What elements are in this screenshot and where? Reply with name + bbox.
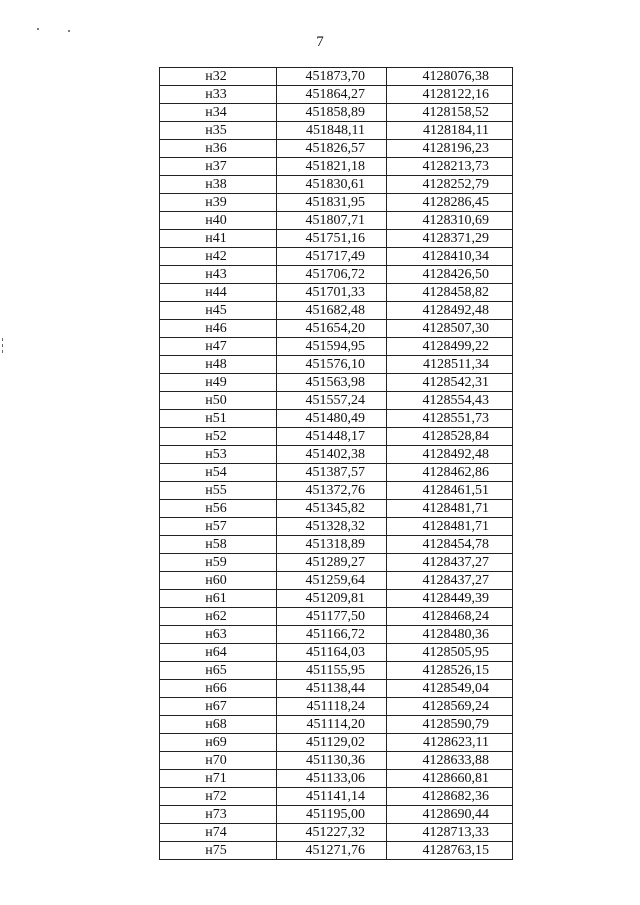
point-id-cell: н68 [160, 716, 277, 734]
point-id-cell: н62 [160, 608, 277, 626]
x-coordinate-cell: 451751,16 [277, 230, 387, 248]
x-coordinate-cell: 451114,20 [277, 716, 387, 734]
y-coordinate-cell: 4128158,52 [387, 104, 513, 122]
y-coordinate-cell: 4128690,44 [387, 806, 513, 824]
table-row [160, 122, 513, 140]
x-coordinate-cell: 451830,61 [277, 176, 387, 194]
point-id-cell: н43 [160, 266, 277, 284]
y-coordinate-cell: 4128633,88 [387, 752, 513, 770]
y-coordinate-cell: 4128213,73 [387, 158, 513, 176]
y-coordinate-cell: 4128122,16 [387, 86, 513, 104]
table-row [160, 266, 513, 284]
scan-mark [2, 344, 3, 347]
x-coordinate-cell: 451387,57 [277, 464, 387, 482]
point-id-cell: н69 [160, 734, 277, 752]
y-coordinate-cell: 4128528,84 [387, 428, 513, 446]
y-coordinate-cell: 4128426,50 [387, 266, 513, 284]
table-row [160, 284, 513, 302]
y-coordinate-cell: 4128462,86 [387, 464, 513, 482]
table-row [160, 770, 513, 788]
point-id-cell: н50 [160, 392, 277, 410]
table-row [160, 644, 513, 662]
coordinates-table [159, 67, 513, 860]
y-coordinate-cell: 4128184,11 [387, 122, 513, 140]
table-row [160, 608, 513, 626]
point-id-cell: н51 [160, 410, 277, 428]
table-row [160, 410, 513, 428]
point-id-cell: н65 [160, 662, 277, 680]
table-row [160, 194, 513, 212]
x-coordinate-cell: 451164,03 [277, 644, 387, 662]
x-coordinate-cell: 451271,76 [277, 842, 387, 860]
x-coordinate-cell: 451821,18 [277, 158, 387, 176]
x-coordinate-cell: 451594,95 [277, 338, 387, 356]
y-coordinate-cell: 4128507,30 [387, 320, 513, 338]
x-coordinate-cell: 451864,27 [277, 86, 387, 104]
scan-mark [2, 338, 3, 341]
point-id-cell: н32 [160, 68, 277, 86]
x-coordinate-cell: 451227,32 [277, 824, 387, 842]
table-row [160, 68, 513, 86]
table-row [160, 482, 513, 500]
x-coordinate-cell: 451328,32 [277, 518, 387, 536]
table-row [160, 428, 513, 446]
y-coordinate-cell: 4128549,04 [387, 680, 513, 698]
point-id-cell: н38 [160, 176, 277, 194]
y-coordinate-cell: 4128454,78 [387, 536, 513, 554]
y-coordinate-cell: 4128660,81 [387, 770, 513, 788]
table-row [160, 680, 513, 698]
x-coordinate-cell: 451717,49 [277, 248, 387, 266]
x-coordinate-cell: 451177,50 [277, 608, 387, 626]
table-row [160, 698, 513, 716]
x-coordinate-cell: 451289,27 [277, 554, 387, 572]
point-id-cell: н61 [160, 590, 277, 608]
scan-mark [2, 350, 3, 353]
x-coordinate-cell: 451141,14 [277, 788, 387, 806]
page-number: 7 [316, 34, 324, 50]
x-coordinate-cell: 451654,20 [277, 320, 387, 338]
x-coordinate-cell: 451129,02 [277, 734, 387, 752]
y-coordinate-cell: 4128542,31 [387, 374, 513, 392]
x-coordinate-cell: 451576,10 [277, 356, 387, 374]
scan-speck [68, 30, 70, 32]
point-id-cell: н45 [160, 302, 277, 320]
point-id-cell: н73 [160, 806, 277, 824]
point-id-cell: н48 [160, 356, 277, 374]
y-coordinate-cell: 4128590,79 [387, 716, 513, 734]
table-row [160, 842, 513, 860]
y-coordinate-cell: 4128458,82 [387, 284, 513, 302]
point-id-cell: н63 [160, 626, 277, 644]
point-id-cell: н66 [160, 680, 277, 698]
table-row [160, 590, 513, 608]
x-coordinate-cell: 451195,00 [277, 806, 387, 824]
x-coordinate-cell: 451563,98 [277, 374, 387, 392]
table-row [160, 734, 513, 752]
x-coordinate-cell: 451557,24 [277, 392, 387, 410]
point-id-cell: н75 [160, 842, 277, 860]
x-coordinate-cell: 451701,33 [277, 284, 387, 302]
point-id-cell: н74 [160, 824, 277, 842]
y-coordinate-cell: 4128492,48 [387, 446, 513, 464]
point-id-cell: н46 [160, 320, 277, 338]
table-row [160, 356, 513, 374]
table-row [160, 518, 513, 536]
y-coordinate-cell: 4128551,73 [387, 410, 513, 428]
x-coordinate-cell: 451807,71 [277, 212, 387, 230]
table-row [160, 212, 513, 230]
x-coordinate-cell: 451166,72 [277, 626, 387, 644]
x-coordinate-cell: 451831,95 [277, 194, 387, 212]
point-id-cell: н37 [160, 158, 277, 176]
point-id-cell: н60 [160, 572, 277, 590]
y-coordinate-cell: 4128480,36 [387, 626, 513, 644]
table-row [160, 176, 513, 194]
point-id-cell: н47 [160, 338, 277, 356]
x-coordinate-cell: 451480,49 [277, 410, 387, 428]
point-id-cell: н42 [160, 248, 277, 266]
y-coordinate-cell: 4128526,15 [387, 662, 513, 680]
point-id-cell: н49 [160, 374, 277, 392]
y-coordinate-cell: 4128196,23 [387, 140, 513, 158]
y-coordinate-cell: 4128569,24 [387, 698, 513, 716]
point-id-cell: н70 [160, 752, 277, 770]
x-coordinate-cell: 451372,76 [277, 482, 387, 500]
table-row [160, 140, 513, 158]
point-id-cell: н64 [160, 644, 277, 662]
point-id-cell: н39 [160, 194, 277, 212]
x-coordinate-cell: 451402,38 [277, 446, 387, 464]
point-id-cell: н55 [160, 482, 277, 500]
y-coordinate-cell: 4128763,15 [387, 842, 513, 860]
table-row [160, 338, 513, 356]
table-row [160, 392, 513, 410]
table-row [160, 716, 513, 734]
point-id-cell: н59 [160, 554, 277, 572]
point-id-cell: н41 [160, 230, 277, 248]
y-coordinate-cell: 4128481,71 [387, 518, 513, 536]
y-coordinate-cell: 4128492,48 [387, 302, 513, 320]
table-row [160, 824, 513, 842]
y-coordinate-cell: 4128410,34 [387, 248, 513, 266]
table-row [160, 464, 513, 482]
y-coordinate-cell: 4128437,27 [387, 554, 513, 572]
point-id-cell: н72 [160, 788, 277, 806]
point-id-cell: н35 [160, 122, 277, 140]
x-coordinate-cell: 451682,48 [277, 302, 387, 320]
x-coordinate-cell: 451138,44 [277, 680, 387, 698]
table-row [160, 572, 513, 590]
y-coordinate-cell: 4128682,36 [387, 788, 513, 806]
y-coordinate-cell: 4128449,39 [387, 590, 513, 608]
table-row [160, 662, 513, 680]
table-row [160, 752, 513, 770]
y-coordinate-cell: 4128481,71 [387, 500, 513, 518]
y-coordinate-cell: 4128713,33 [387, 824, 513, 842]
x-coordinate-cell: 451318,89 [277, 536, 387, 554]
x-coordinate-cell: 451848,11 [277, 122, 387, 140]
point-id-cell: н56 [160, 500, 277, 518]
y-coordinate-cell: 4128468,24 [387, 608, 513, 626]
table-row [160, 374, 513, 392]
point-id-cell: н52 [160, 428, 277, 446]
y-coordinate-cell: 4128554,43 [387, 392, 513, 410]
x-coordinate-cell: 451858,89 [277, 104, 387, 122]
y-coordinate-cell: 4128286,45 [387, 194, 513, 212]
table-row [160, 536, 513, 554]
table-row [160, 158, 513, 176]
y-coordinate-cell: 4128371,29 [387, 230, 513, 248]
table-row [160, 446, 513, 464]
x-coordinate-cell: 451873,70 [277, 68, 387, 86]
x-coordinate-cell: 451345,82 [277, 500, 387, 518]
table-row [160, 806, 513, 824]
table-row [160, 320, 513, 338]
x-coordinate-cell: 451826,57 [277, 140, 387, 158]
coordinates-table-body [160, 68, 513, 860]
point-id-cell: н33 [160, 86, 277, 104]
x-coordinate-cell: 451118,24 [277, 698, 387, 716]
point-id-cell: н54 [160, 464, 277, 482]
point-id-cell: н67 [160, 698, 277, 716]
y-coordinate-cell: 4128437,27 [387, 572, 513, 590]
point-id-cell: н40 [160, 212, 277, 230]
point-id-cell: н34 [160, 104, 277, 122]
point-id-cell: н58 [160, 536, 277, 554]
table-row [160, 788, 513, 806]
y-coordinate-cell: 4128511,34 [387, 356, 513, 374]
x-coordinate-cell: 451259,64 [277, 572, 387, 590]
x-coordinate-cell: 451706,72 [277, 266, 387, 284]
x-coordinate-cell: 451209,81 [277, 590, 387, 608]
table-row [160, 626, 513, 644]
x-coordinate-cell: 451155,95 [277, 662, 387, 680]
table-row [160, 302, 513, 320]
table-row [160, 86, 513, 104]
scan-speck [37, 28, 39, 30]
y-coordinate-cell: 4128623,11 [387, 734, 513, 752]
table-row [160, 230, 513, 248]
table-row [160, 554, 513, 572]
table-row [160, 248, 513, 266]
point-id-cell: н44 [160, 284, 277, 302]
point-id-cell: н53 [160, 446, 277, 464]
x-coordinate-cell: 451130,36 [277, 752, 387, 770]
x-coordinate-cell: 451448,17 [277, 428, 387, 446]
point-id-cell: н36 [160, 140, 277, 158]
point-id-cell: н57 [160, 518, 277, 536]
table-row [160, 500, 513, 518]
y-coordinate-cell: 4128499,22 [387, 338, 513, 356]
x-coordinate-cell: 451133,06 [277, 770, 387, 788]
y-coordinate-cell: 4128505,95 [387, 644, 513, 662]
y-coordinate-cell: 4128252,79 [387, 176, 513, 194]
table-row [160, 104, 513, 122]
y-coordinate-cell: 4128076,38 [387, 68, 513, 86]
y-coordinate-cell: 4128461,51 [387, 482, 513, 500]
point-id-cell: н71 [160, 770, 277, 788]
y-coordinate-cell: 4128310,69 [387, 212, 513, 230]
